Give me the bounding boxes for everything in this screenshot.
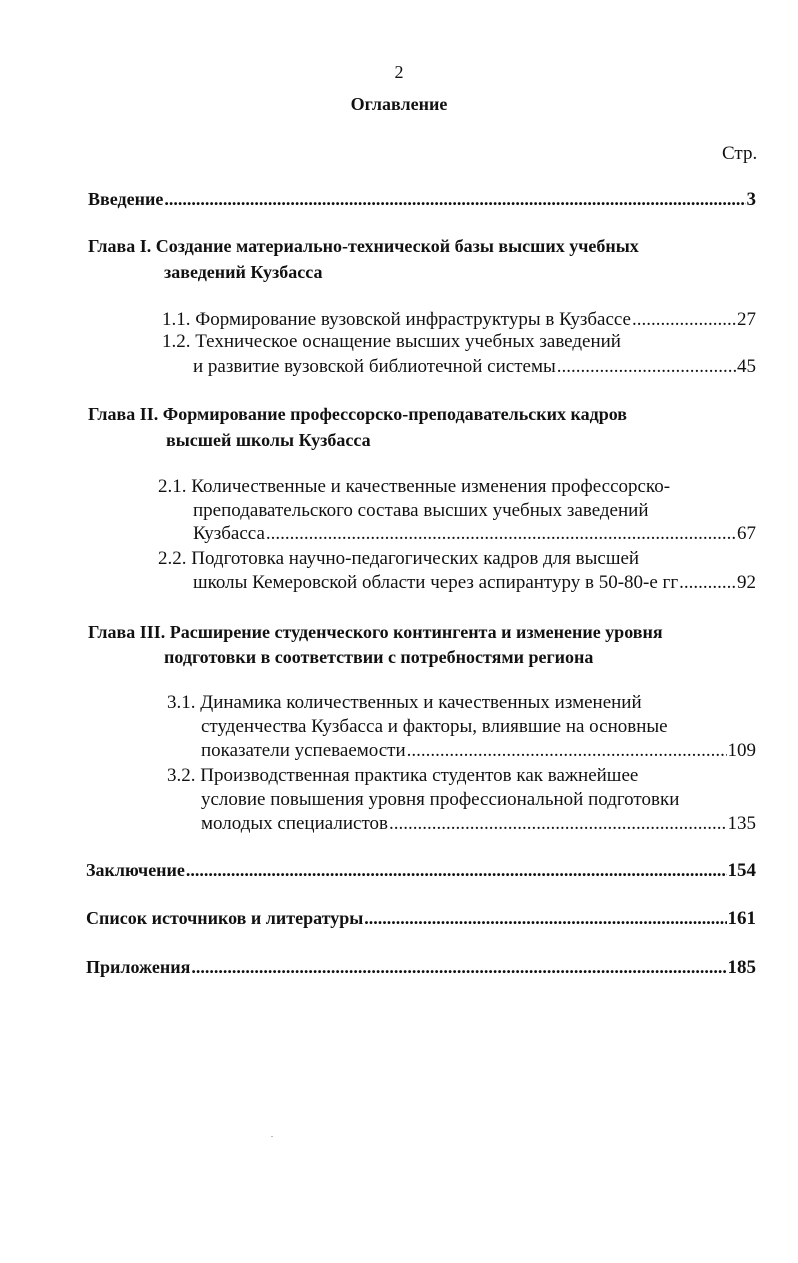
- toc-entry-appendix[interactable]: [86, 957, 756, 983]
- toc-entry-3-2-line1: 3.2. Производственная практика студентов как важнейшее: [167, 765, 639, 786]
- page-column-label: Стр.: [722, 143, 758, 164]
- toc-entry-2-2[interactable]: [193, 572, 756, 598]
- toc-entry-sources[interactable]: [86, 908, 756, 934]
- toc-leader: [164, 189, 745, 210]
- toc-page: 45: [737, 356, 756, 377]
- toc-entry-2-1-line2: преподавательского состава высших учебных заведений: [193, 500, 649, 521]
- toc-page: 154: [727, 860, 756, 881]
- toc-label: молодых специалистов: [201, 813, 388, 834]
- chapter-3-heading-cont: подготовки в соответствии с потребностями региона: [164, 647, 594, 667]
- toc-label: Заключение: [86, 860, 185, 880]
- toc-page: 161: [727, 908, 756, 929]
- toc-label: 1.1. Формирование вузовской инфраструктуры в Кузбассе: [162, 309, 631, 330]
- toc-entry-3-1-line1: 3.1. Динамика количественных и качественных изменений: [167, 692, 642, 713]
- toc-leader: [632, 309, 736, 331]
- toc-label: школы Кемеровской области через аспирантуру в 50-80-е гг: [193, 572, 679, 593]
- toc-label: Список источников и литературы: [86, 908, 364, 928]
- toc-label: и развитие вузовской библиотечной системы: [193, 356, 556, 377]
- chapter-1-heading-cont: заведений Кузбасса: [164, 262, 323, 282]
- toc-page: 109: [727, 740, 756, 761]
- chapter-3-heading: Глава III. Расширение студенческого контингента и изменение уровня: [88, 622, 663, 642]
- toc-label: Приложения: [86, 957, 191, 977]
- toc-entry-2-1-line1: 2.1. Количественные и качественные изменения профессорско-: [158, 476, 671, 497]
- toc-entry-3-2[interactable]: [201, 813, 756, 839]
- page-number: 2: [394, 62, 404, 82]
- toc-page: 185: [727, 957, 756, 978]
- toc-label: показатели успеваемости: [201, 740, 406, 761]
- chapter-2-heading-cont: высшей школы Кузбасса: [166, 430, 371, 450]
- chapter-1-heading: Глава I. Создание материально-технической базы высших учебных: [88, 236, 639, 256]
- toc-label: Кузбасса: [193, 523, 265, 544]
- toc-page: 27: [737, 309, 756, 330]
- toc-entry-3-1[interactable]: [201, 740, 756, 766]
- toc-leader: [389, 813, 727, 835]
- toc-label: Введение: [88, 189, 164, 209]
- toc-entry-1-2[interactable]: [193, 356, 756, 382]
- toc-entry-2-1[interactable]: [193, 523, 756, 549]
- toc-leader: [364, 908, 726, 929]
- toc-leader: [186, 860, 727, 881]
- toc-page: 67: [737, 523, 756, 544]
- page-title: Оглавление: [350, 94, 448, 114]
- scan-speck: [271, 1136, 273, 1137]
- toc-leader: [407, 740, 727, 762]
- toc-entry-3-1-line2: студенчества Кузбасса и факторы, влиявшие на основные: [201, 716, 668, 737]
- toc-leader: [266, 523, 736, 545]
- chapter-2-heading: Глава II. Формирование профессорско-преподавательских кадров: [88, 404, 627, 424]
- toc-entry-intro[interactable]: [88, 189, 756, 215]
- toc-leader: [679, 572, 736, 594]
- toc-page: 135: [727, 813, 756, 834]
- toc-page: 92: [737, 572, 756, 593]
- toc-page: 3: [746, 189, 756, 210]
- toc-entry-1-2-line1: 1.2. Техническое оснащение высших учебных заведений: [162, 331, 621, 352]
- toc-entry-2-2-line1: 2.2. Подготовка научно-педагогических кадров для высшей: [158, 548, 640, 569]
- toc-entry-conclusion[interactable]: [86, 860, 756, 886]
- toc-entry-3-2-line2: условие повышения уровня профессиональной подготовки: [201, 789, 680, 810]
- toc-leader: [557, 356, 736, 378]
- toc-leader: [191, 957, 726, 978]
